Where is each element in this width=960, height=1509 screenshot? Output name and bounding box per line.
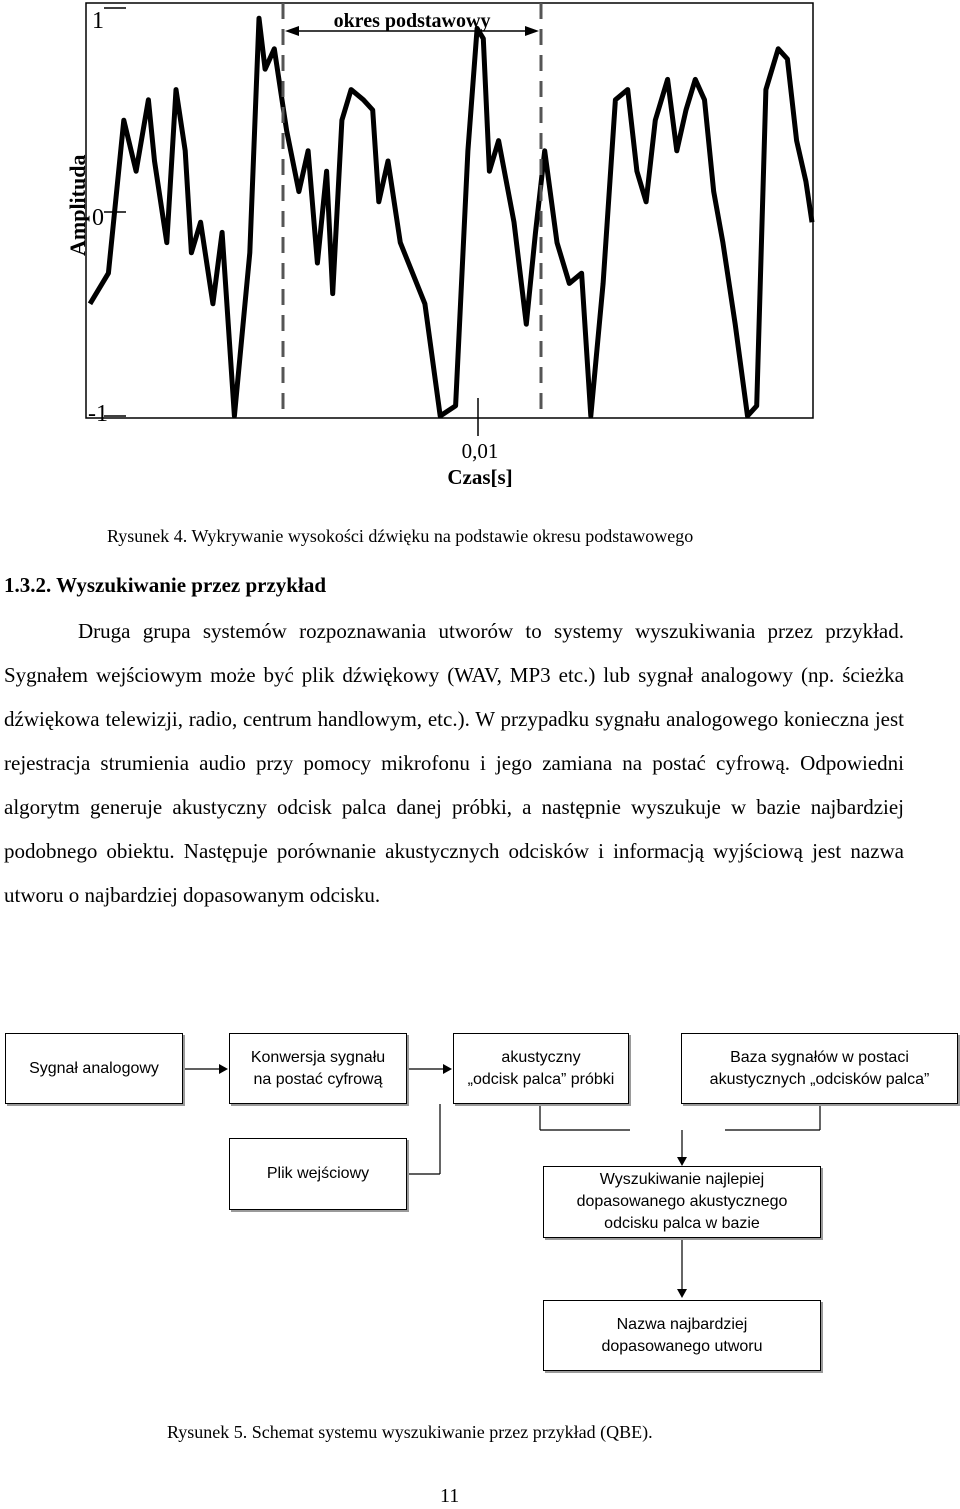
figure5-caption: Rysunek 5. Schemat systemu wyszukiwanie przez przykład (QBE).: [167, 1422, 653, 1442]
section-paragraph: Druga grupa systemów rozpoznawania utworów to systemy wyszukiwania przez przykład. Sygnałem wejściowym może być plik dźwiękowy (WAV, MP3 etc.) lub sygnał analogowy (np. ścieżka dźwiękowa telewizji, radio, centrum handlowym, etc.). W przypadku sygnału analogowego konieczna jest rejestracja strumienia audio przy pomocy mikrofonu i jego zamiana na postać cyfrową. Odpowiedni algorytm generuje akustyczny odcisk palca danej próbki, a następnie wyszukuje w bazie najbardziej podobnego obiektu. Następuje porównanie akustycznych odcisków i informacją wyjściową jest nazwa utworu o najbardziej dopasowanym odcisku.: [4, 619, 904, 907]
flow-box-conversion: Konwersja sygnału na postać cyfrową: [229, 1033, 407, 1104]
flow-box-search: Wyszukiwanie najlepiej dopasowanego akustycznego odcisku palca w bazie: [543, 1166, 821, 1238]
flow-box-result: Nazwa najbardziej dopasowanego utworu: [543, 1300, 821, 1371]
waveform-chart: [0, 0, 960, 500]
signal-line: [90, 18, 812, 416]
section-body: [4, 609, 904, 917]
flow-box-fingerprint-database: Baza sygnałów w postaci akustycznych „odcisków palca”: [681, 1033, 958, 1104]
period-arrow-right-head: [525, 26, 539, 36]
x-axis-label: Czas[s]: [447, 465, 513, 489]
flow-box-analog-signal: Sygnał analogowy: [5, 1033, 183, 1104]
plot-frame: [86, 3, 813, 418]
figure4-caption: Rysunek 4. Wykrywanie wysokości dźwięku na podstawie okresu podstawowego: [107, 526, 694, 546]
flow-box-sample-fingerprint: akustyczny „odcisk palca” próbki: [453, 1033, 629, 1104]
page-number: 11: [440, 1485, 460, 1507]
period-label: okres podstawowy: [333, 10, 491, 32]
y-tick-zero: 0: [92, 205, 104, 231]
period-arrow-left-head: [285, 26, 299, 36]
y-axis-label: Amplituda: [65, 154, 90, 256]
section-heading: 1.3.2. Wyszukiwanie przez przykład: [4, 573, 327, 597]
y-tick-top: 1: [92, 8, 104, 34]
flow-box-input-file: Plik wejściowy: [229, 1138, 407, 1210]
x-tick-label: 0,01: [461, 439, 499, 463]
y-tick-bottom: -1: [88, 401, 108, 427]
